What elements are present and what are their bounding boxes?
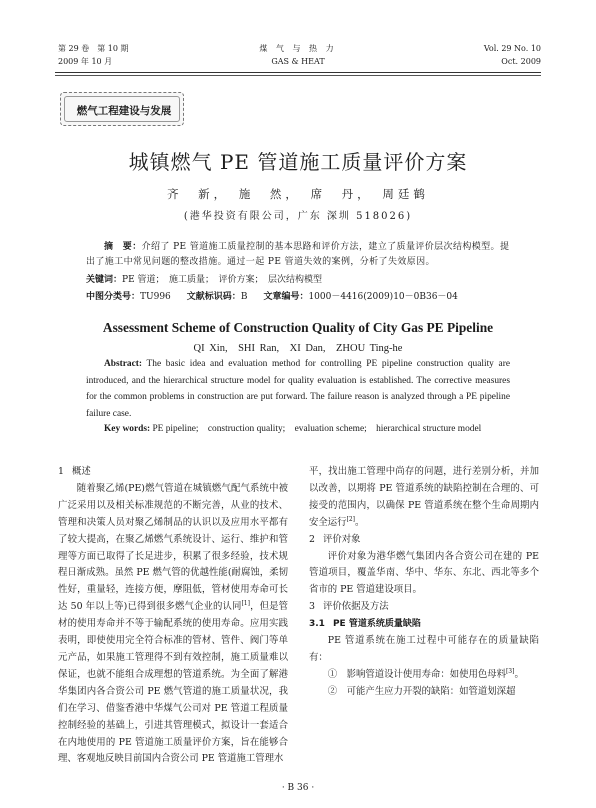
volume-issue-cn: 第 29 卷 第 10 期 [58, 44, 129, 53]
keywords-cn-text: PE 管道； 施工质量； 评价方案； 层次结构模型 [122, 275, 323, 285]
abstract-cn-label: 摘 要： [104, 242, 142, 252]
authors-cn: 齐 新， 施 然， 席 丹， 周廷鹤 [167, 187, 429, 201]
column-label: 燃气工程建设与发展 [76, 105, 172, 117]
abstract-en [86, 356, 510, 423]
defect-item-1-end: 。 [514, 668, 524, 680]
volume-issue-en: Vol. 29 No. 10 [483, 44, 541, 53]
journal-name-cn: 煤 气 与 热 力 [259, 44, 337, 53]
date-cn: 2009 年 10 月 [58, 57, 113, 66]
keywords-cn [86, 273, 510, 288]
defect-item-1-marker: ① [327, 668, 338, 680]
section-3-heading [309, 599, 539, 616]
section-2-paragraph: 评价对象为港华燃气集团内各合资公司在建的 PE 管道项目，覆盖华南、华中、华东、东北、西北等多个省市的 PE 管道建设项目。 [309, 550, 539, 596]
section-3-1-paragraph: PE 管道系统在施工过程中可能存在的质量缺陷有： [309, 635, 539, 663]
section-1-text-continued: 平，找出施工管理中尚存的问题，进行差别分析，并加以改善，以期将 PE 管道系统的缺陷控制在合理的、可接受的范围内，以确保 PE 管道系统在整个生命周期内安全运行[2]。 [309, 466, 539, 528]
section-1-paragraph-end [309, 464, 539, 532]
reference-3: [3] [505, 667, 515, 675]
journal-name-en: GAS & HEAT [271, 57, 325, 66]
section-2-title: 评价对象 [322, 533, 361, 545]
section-2-heading [309, 532, 539, 549]
body-column-left [58, 464, 288, 768]
section-1-text-b: ，但是管材的使用寿命并不等于输配系统的使用寿命。应用实践表明，即使使用完全符合标准的管材、管件、阀门等单元产品，如果施工管理得不到有效控制，施工质量难以保证，也就不能组合成理想的管道系统。为全面了解港华集团内各合资公司 PE 燃气管道的施工质量状况，我们在学习、借鉴香港中华煤气公司对 PE 管道工程质量控制经验的基础上，引进其管理模式，拟设计一套适合在内地使用的 PE 管道施工质量评价方案，旨在能够合理、客观地反映目前国内合资公司 PE 管道施工管理水 [58, 601, 288, 765]
section-3-1-heading [309, 616, 539, 633]
article-title-en: Assessment Scheme of Construction Quality of City Gas PE Pipeline [102, 320, 494, 335]
clc-label: 中图分类号： [86, 292, 141, 302]
article-no-label: 文章编号： [263, 292, 309, 302]
keywords-en [86, 421, 510, 438]
section-1-number: 1 [58, 466, 64, 477]
section-3-title: 评价依据及方法 [322, 601, 389, 613]
section-3-1-title: PE 管道系统质量缺陷 [332, 619, 421, 630]
abstract-cn-text: 介绍了 PE 管道施工质量控制的基本思路和评价方法，建立了质量评价层次结构模型。提出了施工中常见问题的整改措施。通过一起 PE 管道失效的案例，分析了失效原因。 [86, 242, 510, 267]
page-number: · B 36 · [281, 783, 315, 793]
abstract-en-text: The basic idea and evaluation method for controlling PE pipeline construction quality are introduced, and the hierarchical structure model for quality evaluation is established. The corrective measures for the common problems in construction are put forward. The failure reason is analyzed through a PE pipeline failure case. [86, 359, 510, 420]
article-no-value: 1000－4416(2009)10－0B36－04 [308, 292, 458, 302]
section-1-heading [58, 464, 288, 481]
defect-item-2-marker: ② [327, 685, 338, 697]
section-1-title: 概述 [71, 466, 91, 477]
abstract-en-label: Abstract: [104, 359, 143, 369]
defect-item-2-text: 可能产生应力开裂的缺陷：如管道划深超 [346, 685, 516, 697]
header-rule-thick [55, 72, 541, 73]
column-label-frame [64, 96, 180, 122]
reference-1: [1] [241, 600, 250, 608]
defect-item-1 [309, 667, 539, 684]
column-label-box [60, 92, 184, 126]
section-3-number: 3 [309, 601, 315, 613]
article-title-cn: 城镇燃气 PE 管道施工质量评价方案 [128, 150, 468, 174]
defect-item-1-text: 影响管道设计使用寿命：如使用色母料 [346, 668, 506, 680]
date-en: Oct. 2009 [501, 57, 541, 66]
defect-item-2 [309, 684, 539, 701]
affiliation-cn: (港华投资有限公司，广东 深圳 518026) [183, 211, 413, 222]
running-header-right [484, 42, 541, 68]
classification-line [86, 290, 516, 305]
doc-code-value: B [240, 292, 248, 302]
section-1-text-a: 随着聚乙烯(PE)燃气管道在城镇燃气配气系统中被广泛采用以及相关标准规范的不断完善，从业的技术、管理和决策人员对聚乙烯制品的认识以及应用水平都有了较大提高，在聚乙烯燃气系统设计、运行、维护和管理等方面已取得了长足进步，积累了很多经验，技术规程日渐成熟。虽然 PE 燃气管的优越性能(耐腐蚀，柔韧性好，重量轻，连接方便，摩阻低，管材使用寿命可长达 50 年以上等)已得到很多燃气企业的认同 [58, 482, 288, 613]
clc-value: TU996 [140, 292, 171, 302]
keywords-cn-label: 关键词： [86, 275, 123, 285]
keywords-en-text: PE pipeline; construction quality; evaluation scheme; hierarchical structure model [152, 424, 482, 434]
abstract-cn [86, 240, 510, 270]
header-rule-thin [55, 75, 541, 76]
keywords-en-label: Key words: [104, 424, 151, 434]
section-3-1-number: 3.1 [309, 619, 325, 630]
doc-code-label: 文献标识码： [186, 292, 241, 302]
section-2-number: 2 [309, 533, 315, 545]
authors-en: QI Xin, SHI Ran, XI Dan, ZHOU Ting-he [193, 343, 403, 354]
body-column-right [309, 464, 539, 701]
reference-2: [2] [346, 515, 356, 523]
section-1-paragraph-start [58, 481, 288, 768]
